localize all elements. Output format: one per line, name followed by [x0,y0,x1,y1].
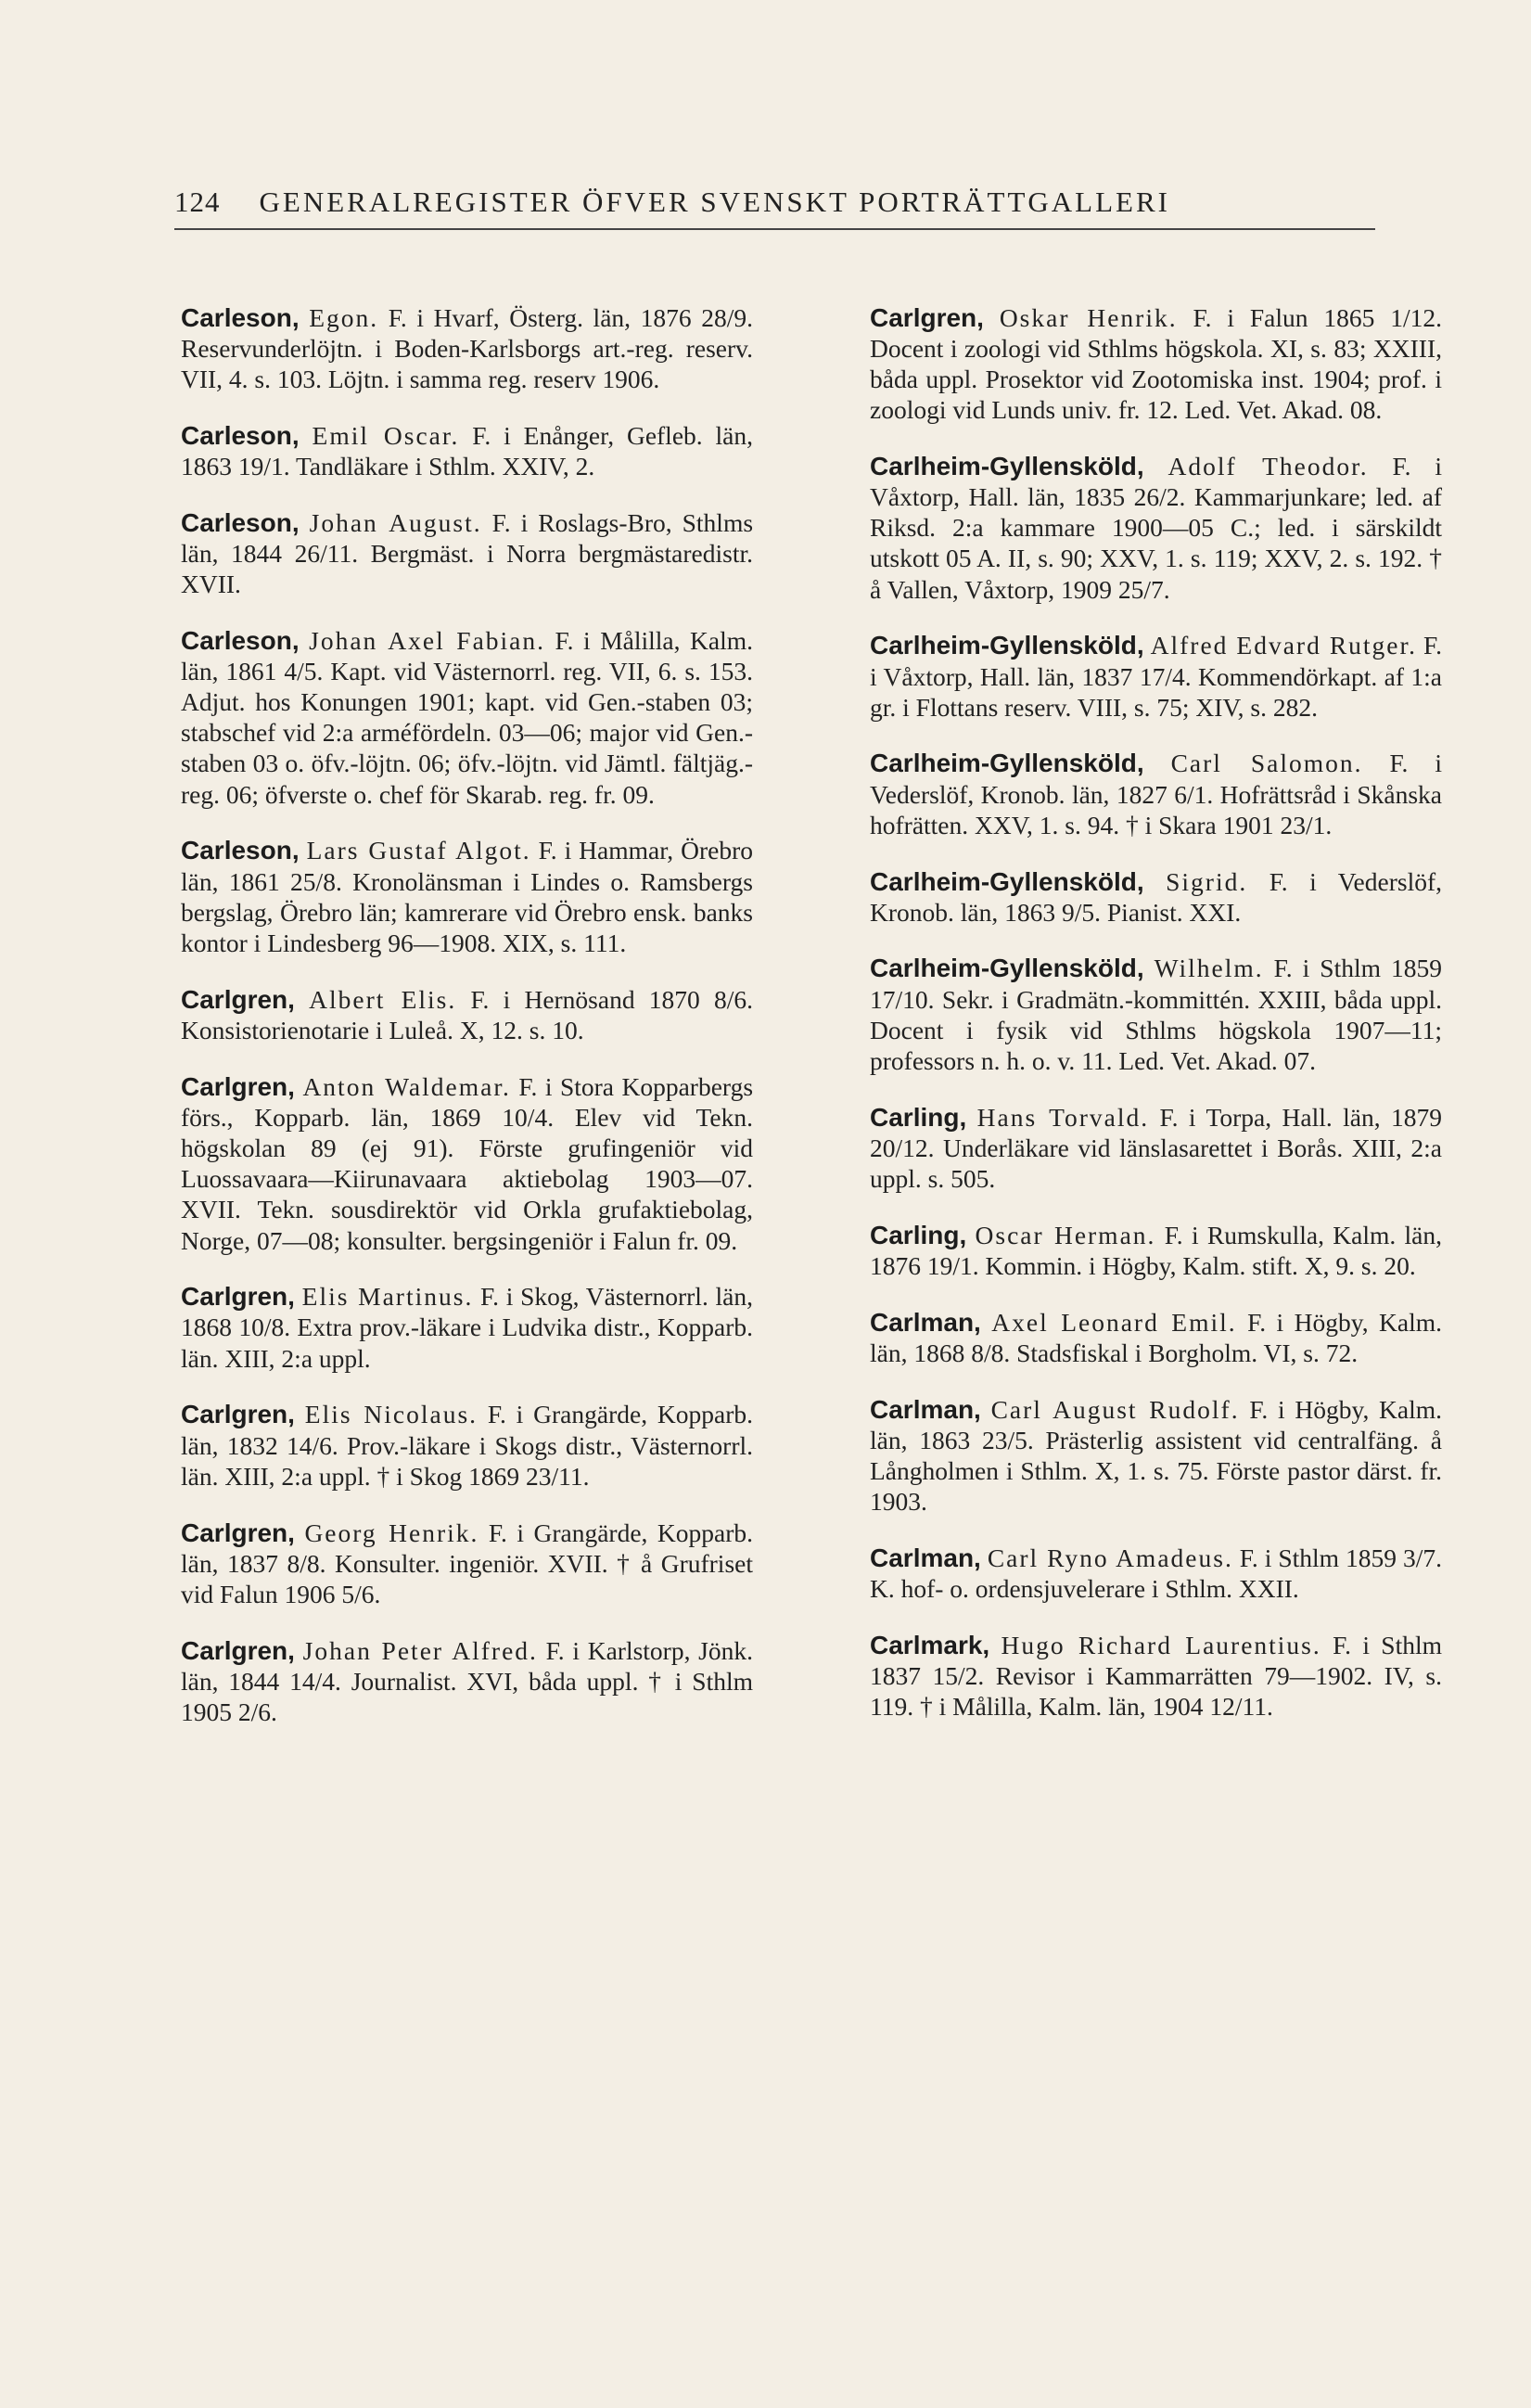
entry-given-names: Hugo Richard Laurentius. [1001,1630,1321,1659]
entry-details: F. i Karlstorp, Jönk. län, 1844 14/4. Journalist. XVI, båda uppl. † i Sthlm 1905 2/6. [181,1635,754,1727]
page-header [174,186,1375,230]
entry-surname: Carling, [870,1220,967,1249]
entry-surname: Carlheim-Gyllensköld, [870,631,1144,660]
register-entry [181,625,753,810]
right-column [870,276,1442,1738]
entry-details: F. i Roslags-Bro, Sthlms län, 1844 26/11. Bergmäst. i Norra bergmästaredistr. XVII. [181,507,754,598]
entry-given-names: Axel Leonard Emil. [991,1307,1237,1337]
entry-details: F. i Våxtorp, Hall. län, 1835 26/2. Kammarjunkare; led. af Riksd. 2:a kammare 1900—05 C.; led. i särskildt utskott 05 A. II, s. 90; XXV, 1. s. 119; XXV, 2. s. 192. † å Vallen, Våxtorp, 1909 25/7. [870,451,1442,604]
entry-given-names: Carl August Rudolf. [990,1394,1240,1424]
entry-details: F. i Målilla, Kalm. län, 1861 4/5. Kapt. vid Västernorrl. reg. VII, 6. s. 153. Adjut. hos Konungen 1901; kapt. vid Gen.-staben 03; stabschef vid 2:a arméfördeln. 03—06; major vid Gen.-staben 03 o. öfv.-löjtn. 06; öfv.-löjtn. vid Jämtl. fältjäg.-reg. 06; öfverste o. chef för Skarab. reg. fr. 09. [181,625,753,809]
entry-surname: Carlman, [870,1307,981,1337]
entry-details: F. i Grangärde, Kopparb. län, 1832 14/6. Prov.-läkare i Skogs distr., Västernorrl. län. XIII, 2:a uppl. † i Skog 1869 23/11. [181,1400,754,1491]
entry-details: F. i Hvarf, Österg. län, 1876 28/9. Reservunderlöjtn. i Boden-Karlsborgs art.-reg. reserv. VII, 4. s. 103. Löjtn. i samma reg. reserv 1906. [181,302,754,393]
register-entry [870,866,1442,928]
left-column [181,276,753,1743]
entry-surname: Carlheim-Gyllensköld, [870,749,1144,778]
entry-surname: Carlgren, [870,302,984,332]
register-entry [870,953,1442,1076]
entry-details: F. i Vederslöf, Kronob. län, 1863 9/5. Pianist. XXI. [870,866,1442,927]
entry-surname: Carleson, [181,836,300,865]
register-entry [181,1399,753,1492]
entry-surname: Carlgren, [181,984,295,1014]
entry-surname: Carlheim-Gyllensköld, [870,866,1144,896]
entry-surname: Carlheim-Gyllensköld, [870,954,1144,983]
entry-given-names: Johan Peter Alfred. [302,1635,538,1665]
entry-given-names: Elis Martinus. [301,1282,474,1312]
page-number: 124 [174,186,221,218]
entry-details: F. i Hernösand 1870 8/6. Konsistorienotarie i Luleå. X, 12. s. 10. [181,984,753,1044]
entry-details: F. i Hammar, Örebro län, 1861 25/8. Kronolänsman i Lindes o. Ramsbergs bergslag, Örebro län; kamrerare vid Örebro ensk. banks kontor i Lindesberg 96—1908. XIX, s. 111. [181,836,754,957]
entry-given-names: Adolf Theodor. [1167,451,1369,480]
entry-given-names: Hans Torvald. [976,1102,1150,1132]
entry-surname: Carlgren, [181,1282,295,1312]
entry-given-names: Johan August. [309,507,482,537]
register-entry [870,1543,1442,1604]
entry-details: F. i Sthlm 1859 17/10. Sekr. i Gradmätn.-kommittén. XXIII, båda uppl. Docent i fysik vid Sthlms högskola 1907—11; professors n. h. o. v. 11. Led. Vet. Akad. 07. [870,954,1443,1076]
entry-details: F. i Torpa, Hall. län, 1879 20/12. Underläkare vid länslasarettet i Borås. XIII, 2:a uppl. s. 505. [870,1102,1443,1194]
register-entry [870,302,1442,426]
entry-surname: Carlgren, [181,1400,295,1429]
entry-surname: Carlmark, [870,1630,990,1659]
entry-surname: Carling, [870,1102,967,1132]
entry-given-names: Anton Waldemar. [302,1071,511,1101]
register-entry [181,420,753,481]
entry-given-names: Carl Salomon. [1170,749,1363,778]
register-entry [870,630,1442,723]
register-entry [870,748,1442,840]
entry-surname: Carlheim-Gyllensköld, [870,451,1144,480]
entry-details: F. i Sthlm 1837 15/2. Revisor i Kammarrätten 79—1902. IV, s. 119. † i Målilla, Kalm. län, 1904 12/11. [870,1630,1443,1722]
register-entry [181,1071,753,1256]
register-entry [181,1635,753,1728]
entry-details: F. i Rumskulla, Kalm. län, 1876 19/1. Kommin. i Högby, Kalm. stift. X, 9. s. 20. [870,1220,1442,1281]
entry-given-names: Albert Elis. [309,984,457,1014]
entry-surname: Carleson, [181,420,300,450]
register-entry [870,1394,1442,1518]
entry-given-names: Carl Ryno Amadeus. [987,1543,1233,1572]
register-entry [870,1102,1442,1195]
entry-details: F. i Stora Kopparbergs förs., Kopparb. län, 1869 10/4. Elev vid Tekn. högskolan 89 (ej 91). Förste grufingeniör vid Luossavaara—Kiirunavaara aktiebolag 1903—07. XVII. Tekn. sousdirektör vid Orkla grufaktiebolag, Norge, 07—08; konsulter. bergsingeniör i Falun fr. 09. [181,1071,754,1255]
entry-given-names: Emil Oscar. [312,420,460,450]
entry-details: F. i Sthlm 1859 3/7. K. hof- o. ordensjuvelerare i Sthlm. XXII. [870,1543,1443,1604]
entry-details: F. i Enånger, Gefleb. län, 1863 19/1. Tandläkare i Sthlm. XXIV, 2. [181,420,754,480]
register-entry [870,1220,1442,1281]
entry-given-names: Elis Nicolaus. [304,1400,478,1429]
entry-given-names: Egon. [309,302,379,332]
register-entry [870,1307,1442,1368]
entry-details: F. i Våxtorp, Hall. län, 1837 17/4. Kommendörkapt. af 1:a gr. i Flottans reserv. VIII, s. 75; XIV, s. 282. [870,631,1442,722]
entry-details: F. i Vederslöf, Kronob. län, 1827 6/1. Hofrättsråd i Skånska hofrätten. XXV, 1. s. 94. † i Skara 1901 23/1. [870,749,1442,839]
entry-given-names: Alfred Edvard Rutger. [1150,631,1418,660]
register-entry [870,451,1442,605]
register-entry [181,302,753,395]
register-entry [181,1281,753,1374]
register-entry [181,1518,753,1610]
register-entry [181,507,753,600]
entry-details: F. i Högby, Kalm. län, 1863 23/5. Prästerlig assistent vid centralfäng. å Långholmen i Sthlm. X, 1. s. 75. Förste pastor därst. fr. 1903. [870,1394,1443,1517]
entry-surname: Carlman, [870,1543,981,1572]
register-entry [181,984,753,1045]
register-entry [181,835,753,958]
entry-given-names: Georg Henrik. [304,1518,479,1547]
entry-given-names: Lars Gustaf Algot. [306,836,531,865]
entry-surname: Carleson, [181,302,300,332]
entry-given-names: Oscar Herman. [975,1220,1156,1249]
entry-given-names: Oskar Henrik. [999,302,1178,332]
entry-details: F. i Grangärde, Kopparb. län, 1837 8/8. Konsulter. ingeniör. XVII. † å Grufriset vid Falun 1906 5/6. [181,1518,754,1608]
entry-details: F. i Skog, Västernorrl. län, 1868 10/8. Extra prov.-läkare i Ludvika distr., Kopparb. län. XIII, 2:a uppl. [181,1282,753,1373]
entry-surname: Carlman, [870,1394,981,1424]
entry-surname: Carleson, [181,625,300,655]
entry-given-names: Sigrid. [1166,866,1248,896]
entry-given-names: Wilhelm. [1154,954,1264,983]
entry-details: F. i Högby, Kalm. län, 1868 8/8. Stadsfiskal i Borgholm. VI, s. 72. [870,1307,1443,1367]
entry-surname: Carleson, [181,507,300,537]
entry-details: F. i Falun 1865 1/12. Docent i zoologi vid Sthlms högskola. XI, s. 83; XXIII, båda uppl. Prosektor vid Zootomiska inst. 1904; prof. i zoologi vid Lunds univ. fr. 12. Led. Vet. Akad. 08. [870,302,1442,425]
entry-surname: Carlgren, [181,1635,295,1665]
entry-surname: Carlgren, [181,1518,295,1547]
register-entry [870,1630,1442,1723]
entry-surname: Carlgren, [181,1071,295,1101]
page-title: GENERALREGISTER ÖFVER SVENSKT PORTRÄTTGALLERI [259,186,1170,218]
entry-given-names: Johan Axel Fabian. [309,625,546,655]
